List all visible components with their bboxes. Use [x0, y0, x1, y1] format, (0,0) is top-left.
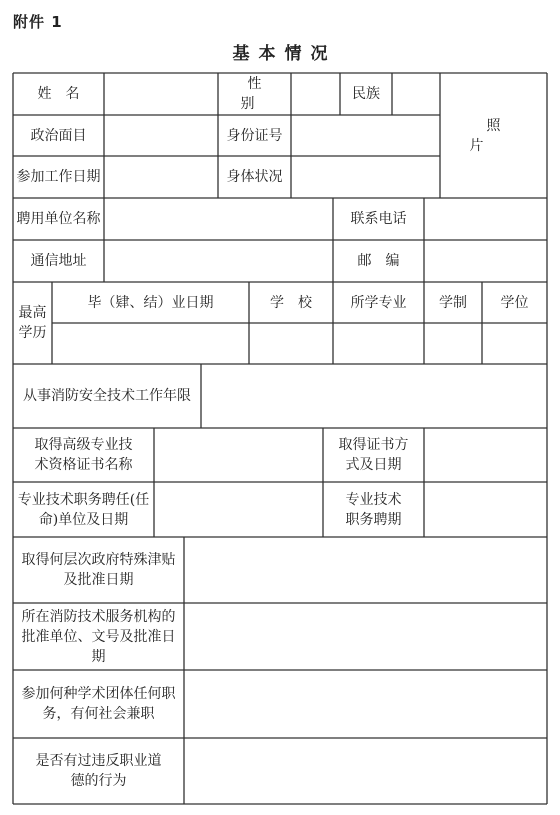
health-field[interactable] [291, 156, 440, 198]
form-title: 基本情况 [232, 44, 337, 64]
gender-label: 性别 [240, 76, 276, 112]
cert-method-date-label: 取得证书方式及日期 [338, 437, 409, 473]
school-header: 学校 [270, 294, 326, 311]
major-field[interactable] [333, 323, 424, 364]
id-number-label: 身份证号 [226, 127, 283, 144]
senior-cert-name-field[interactable] [154, 428, 323, 482]
cert-method-date-field[interactable] [424, 428, 547, 482]
address-label: 通信地址 [30, 253, 87, 269]
employer-field[interactable] [104, 198, 333, 240]
school-field[interactable] [249, 323, 333, 364]
health-label: 身体状况 [226, 169, 283, 185]
name-label: 姓名 [37, 86, 94, 102]
ethics-violation-label: 是否有过违反职业道德的行为 [35, 753, 162, 789]
photo-box[interactable]: 照片 [469, 117, 535, 154]
major-header: 所学专业 [350, 294, 407, 311]
tech-appointment-field[interactable] [424, 482, 547, 537]
ethics-violation-field[interactable] [184, 738, 547, 804]
tech-appointment-label: 专业技术职务聘期 [345, 491, 402, 528]
ethnicity-field[interactable] [392, 73, 440, 115]
senior-cert-name-label: 取得高级专业技术资格证书名称 [34, 437, 133, 473]
degree-field[interactable] [482, 323, 547, 364]
appointment-unit-date-field[interactable] [154, 482, 323, 537]
postcode-label: 邮编 [357, 253, 414, 269]
attachment-label: 附件 1 [13, 13, 63, 31]
work-start-date-label: 参加工作日期 [16, 169, 101, 185]
political-status-label: 政治面目 [30, 127, 87, 144]
fire-years-label: 从事消防安全技术工作年限 [23, 388, 191, 404]
name-field[interactable] [104, 73, 218, 115]
id-number-field[interactable] [291, 115, 440, 156]
fire-years-field[interactable] [201, 364, 547, 428]
phone-label: 联系电话 [350, 211, 407, 227]
political-status-field[interactable] [104, 115, 218, 156]
phone-field[interactable] [424, 198, 547, 240]
postcode-field[interactable] [424, 240, 547, 282]
gov-allowance-label: 取得何层次政府特殊津贴及批准日期 [21, 552, 176, 588]
academic-groups-field[interactable] [184, 670, 547, 738]
institution-approval-label: 所在消防技术服务机构的批准单位、文号及批准日期 [21, 608, 176, 665]
address-field[interactable] [104, 240, 333, 282]
graduation-date-header: 毕（肄、结）业日期 [87, 294, 214, 311]
ethnicity-label: 民族 [352, 86, 380, 102]
education-label: 最高学历 [18, 305, 47, 341]
institution-approval-field[interactable] [184, 603, 547, 670]
graduation-date-field[interactable] [52, 323, 249, 364]
employer-label: 聘用单位名称 [16, 211, 101, 227]
degree-header: 学位 [500, 294, 529, 311]
appointment-unit-date-label: 专业技术职务聘任(任命)单位及日期 [17, 491, 150, 528]
duration-field[interactable] [424, 323, 482, 364]
academic-groups-label: 参加何种学术团体任何职务，有何社会兼职 [21, 686, 176, 722]
work-start-date-field[interactable] [104, 156, 218, 198]
gender-field[interactable] [291, 73, 340, 115]
gov-allowance-field[interactable] [184, 537, 547, 603]
duration-header: 学制 [439, 294, 467, 311]
